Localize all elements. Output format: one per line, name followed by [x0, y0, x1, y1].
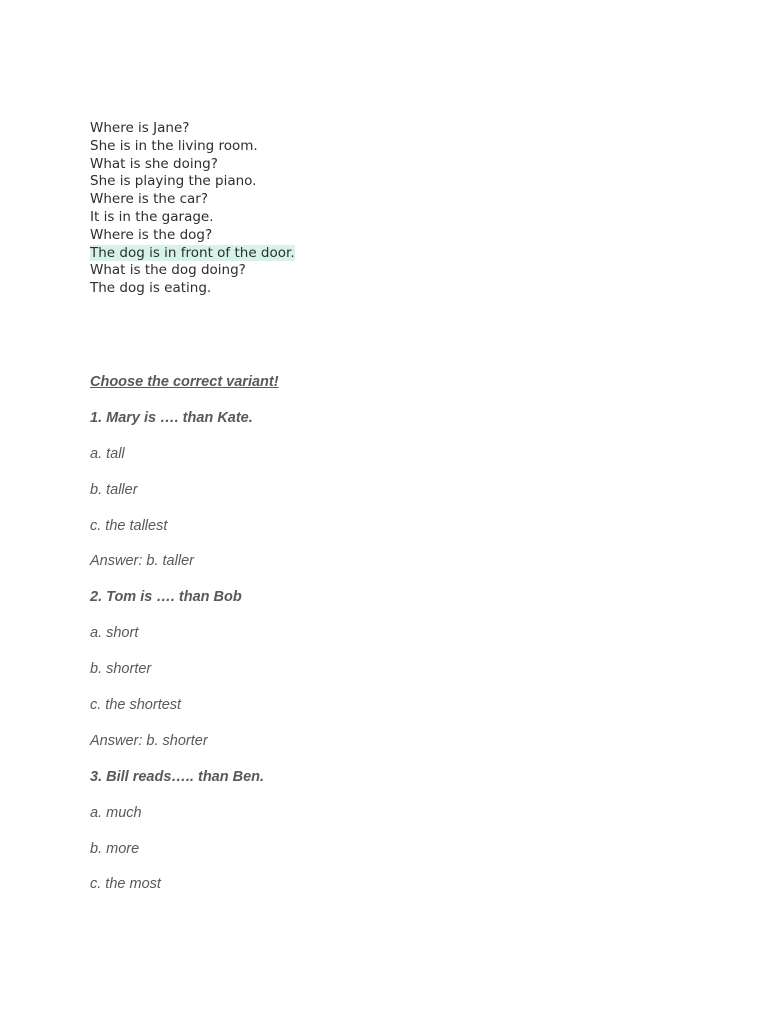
document-page: [90, 120, 690, 893]
question-1-answer: Answer: b. taller: [90, 553, 194, 570]
question-3: 3. Bill reads….. than Ben.: [90, 768, 265, 785]
question-1-option-a: a. tall: [90, 445, 125, 462]
question-3-option-a: a. much: [90, 804, 142, 821]
dialog-text: [90, 120, 690, 298]
dialog-line: What is she doing?: [90, 155, 218, 172]
question-2-option-c: c. the shortest: [90, 697, 182, 714]
question-2-option-a: a. short: [90, 625, 139, 642]
question-1-option-c: c. the tallest: [90, 517, 168, 534]
dialog-line: She is in the living room.: [90, 137, 258, 154]
question-2: 2. Tom is …. than Bob: [90, 589, 242, 606]
question-3-option-b: b. more: [90, 840, 140, 857]
question-2-option-b: b. shorter: [90, 661, 152, 678]
dialog-line: Where is Jane?: [90, 120, 190, 136]
dialog-line: Where is the car?: [90, 191, 208, 208]
question-1-option-b: b. taller: [90, 481, 138, 498]
quiz-section: [90, 372, 279, 910]
question-1: 1. Mary is …. than Kate.: [90, 409, 253, 426]
dialog-line: She is playing the piano.: [90, 173, 257, 190]
dialog-line: Where is the dog?: [90, 226, 213, 243]
dialog-line-highlighted: The dog is in front of the door.: [90, 244, 295, 261]
dialog-line: It is in the garage.: [90, 208, 214, 225]
dialog-line: What is the dog doing?: [90, 262, 246, 279]
dialog-line: The dog is eating.: [90, 280, 212, 297]
question-3-option-c: c. the most: [90, 876, 161, 893]
quiz-heading: Choose the correct variant!: [90, 374, 279, 390]
question-2-answer: Answer: b. shorter: [90, 732, 208, 749]
